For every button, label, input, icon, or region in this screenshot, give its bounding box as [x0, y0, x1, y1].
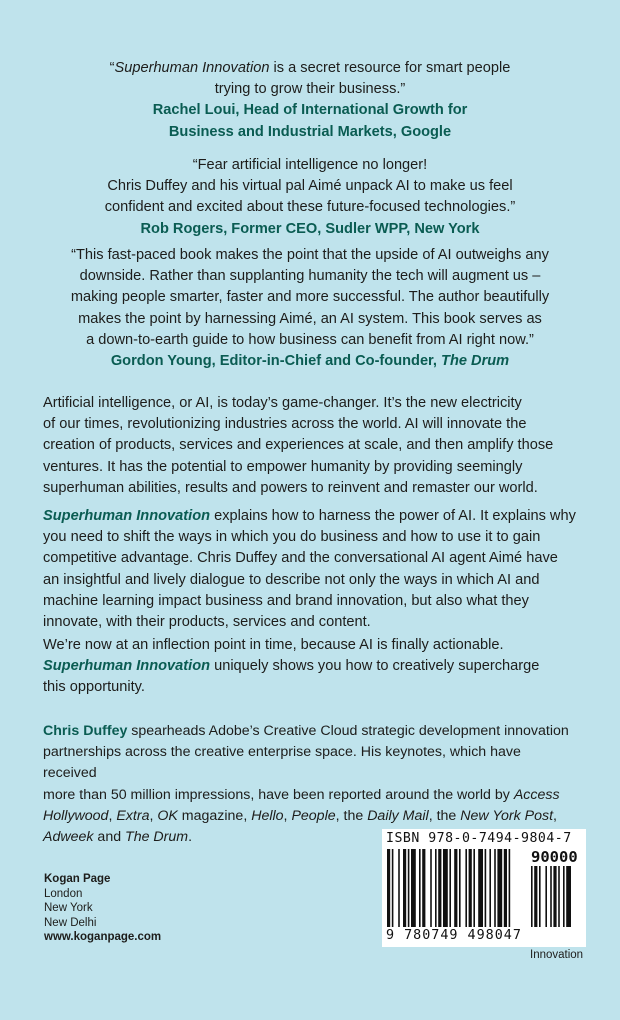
book-title: Superhuman Innovation — [43, 658, 211, 675]
quote-attribution: Gordon Young, Editor-in-Chief and Co-founder, The Drum — [110, 353, 510, 370]
author-bio: Chris Duffey spearheads Adobe’s Creative Cloud strategic development innovation partnerships across the creative enterprise space. His keynotes, which have received more than 50 million impressions, have been reported around the world by Access Hollywood, Extra, OK magazine, Hello, People, the Daily Mail, the New York Post, Adweek and The Drum. — [43, 723, 569, 846]
barcode-bar — [422, 849, 425, 927]
barcode-bar — [411, 849, 416, 927]
blurb-paragraph-1: Artificial intelligence, or AI, is today’s game-changer. It’s the new electricity of our times, revolutionizing industries across the world. AI will innovate the creation of products, services and experiences at scale, and then amplify those ventures. It has the potential to empower humanity by providing seemingly superhuman abilities, results and powers to reinvent and remaster our world. — [43, 395, 554, 496]
barcode-bar — [419, 849, 421, 927]
endorsement-quote-3: “This fast-paced book makes the point that the upside of AI outweighs any downside. Rather than supplanting humanity the tech will augment us – making people smarter, faster and more successful. The author beautifully makes the point by harnessing Aimé, an AI system. This book serves as a down-to-earth guide to how business can benefit from AI right now.” Gordon Young, Editor-in-Chief and Co-founder, The Drum — [30, 245, 590, 372]
publisher-city: London — [44, 887, 83, 900]
price-code: 90000 — [531, 848, 578, 866]
barcode-bar — [449, 849, 451, 927]
barcode-bar — [443, 849, 448, 927]
barcode-bar — [392, 849, 394, 927]
endorsement-quote-1: “Superhuman Innovation is a secret resource for smart people trying to grow their business.” Rachel Loui, Head of International Growth for Business and Industrial Markets, Google — [30, 58, 590, 143]
barcode-bar — [408, 849, 410, 927]
endorsement-quote-2: “Fear artificial intelligence no longer! Chris Duffey and his virtual pal Aimé unpack AI to make us feel confident and excited about these future-focused technologies.” Rob Rogers, Former CEO, Sudler WPP, New York — [30, 155, 590, 240]
barcode-bar — [403, 849, 406, 927]
category-label: Innovation — [530, 949, 584, 961]
barcode-addon-bar — [553, 866, 556, 927]
barcode-bar — [478, 849, 483, 927]
barcode-bar — [473, 849, 475, 927]
barcode-bar — [485, 849, 487, 927]
quote-attribution: Business and Industrial Markets, Google — [168, 123, 452, 140]
blurb-paragraph-2: Superhuman Innovation explains how to harness the power of AI. It explains why you need to shift the ways in which you do business and how to use it to gain competitive advantage. Chris Duffey and the conversational AI agent Aimé have an insightful and lively dialogue to describe not only the ways in which AI and machine learning impact business and brand innovation, but also what they innovate, with their products, services and content. — [43, 508, 576, 631]
barcode-addon-bar — [566, 866, 571, 927]
barcode-addon-bar — [531, 866, 533, 927]
barcode-bar — [469, 849, 472, 927]
barcode-bar — [489, 849, 491, 927]
barcode-bar — [494, 849, 496, 927]
barcode-bar — [435, 849, 437, 927]
barcode-addon-bar — [539, 866, 541, 927]
isbn-label: ISBN 978-0-7494-9804-7 — [386, 831, 572, 846]
barcode-bar — [504, 849, 507, 927]
ean-number: 9 780749 498047 — [386, 928, 522, 943]
barcode-bar — [509, 849, 511, 927]
barcode-bar — [430, 849, 432, 927]
quote-attribution: Rachel Loui, Head of International Growth for — [152, 102, 468, 119]
barcode-bar — [398, 849, 400, 927]
book-title: Superhuman Innovation — [43, 508, 211, 524]
author-name: Chris Duffey — [43, 723, 128, 739]
barcode-bar — [497, 849, 502, 927]
barcode-addon-bar — [545, 866, 547, 927]
publisher-city: New York — [44, 902, 93, 915]
book-title: Superhuman Innovation — [114, 60, 270, 76]
blurb-paragraph-3: We’re now at an inflection point in time, because AI is finally actionable. Superhuman Innovation uniquely shows you how to creatively supercharge this opportunity. — [43, 637, 540, 696]
publisher-website: www.koganpage.com — [44, 931, 162, 944]
publisher-city: New Delhi — [44, 916, 97, 929]
barcode-bar — [459, 849, 461, 927]
quote-attribution: Rob Rogers, Former CEO, Sudler WPP, New York — [140, 220, 480, 237]
barcode-bar — [438, 849, 441, 927]
barcode-bar — [465, 849, 467, 927]
barcode-bar — [387, 849, 390, 927]
publisher-name: Kogan Page — [44, 873, 111, 885]
barcode-addon-bar — [558, 866, 560, 927]
barcode-addon-bar — [550, 866, 552, 927]
barcode-bar — [454, 849, 457, 927]
barcode-addon-bar — [534, 866, 537, 927]
barcode-addon-bar — [563, 866, 565, 927]
